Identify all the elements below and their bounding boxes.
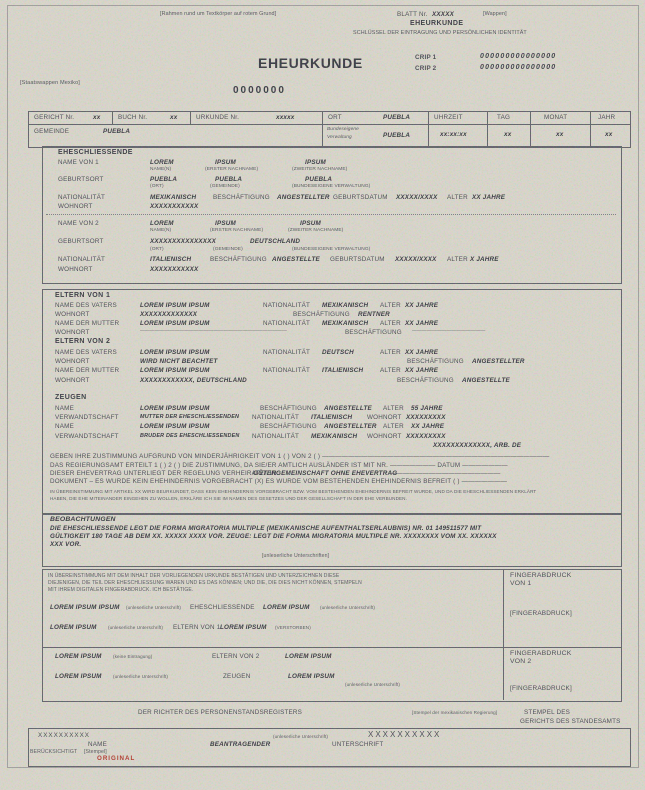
coat-of-arms-note: [Wappen]	[483, 11, 507, 17]
municipality-value: PUEBLA	[103, 128, 131, 135]
record-value: xxxxx	[276, 114, 295, 121]
sig-row2-name2: LOREM IPSUM	[220, 624, 267, 631]
spouse2-verwaltung-sub: (BUNDESEIGENE VERWALTUNG)	[292, 247, 371, 252]
fingerprint2-title-line2: VON 2	[510, 658, 532, 665]
father2-occ: ANGESTELLTER	[472, 358, 525, 365]
spouse1-surname1-sub: (ERSTER NACHNAME)	[205, 167, 259, 172]
mother1-residence-fill: ——————————————————————————————	[140, 329, 287, 334]
table-col-line	[190, 111, 191, 124]
father2-age: XX JAHRE	[405, 349, 439, 356]
spouse1-birthdate-label: GEBURTSDATUM	[333, 194, 388, 201]
spouse2-nationality-label: NATIONALITÄT	[58, 256, 106, 263]
doc-type-small: EHEURKUNDE	[410, 20, 464, 27]
spouse1-given-name: LOREM	[150, 159, 174, 166]
spouse1-given-sub: NAME(N)	[150, 167, 172, 172]
witness2-occ: ANGESTELLTER	[324, 423, 377, 430]
footer-checked-label: BERÜCKSICHTIGT	[30, 749, 78, 755]
spouse2-nationality: ITALIENISCH	[150, 256, 192, 263]
spouse2-given-name: LOREM	[150, 220, 174, 227]
witness2-occ-label: BESCHÄFTIGUNG	[260, 423, 317, 430]
spouse2-birthdate-label: GEBURTSDATUM	[330, 256, 385, 263]
witness1-rel-label: VERWANDTSCHAFT	[55, 414, 119, 421]
spouse1-ort-sub: (ORT)	[150, 184, 164, 189]
observations-title: BEOBACHTUNGEN	[50, 516, 116, 523]
folio-number: 0000000	[233, 85, 286, 96]
translator-frame-note: [Rahmen rund um Textkörper auf rotem Grund]	[160, 11, 277, 17]
witness1-nat-label: NATIONALITÄT	[252, 414, 300, 421]
father1-age-label: ALTER	[380, 302, 401, 309]
witness2-res: XXXXXXXXX	[406, 433, 446, 440]
spouse2-given-sub: NAME(N)	[150, 228, 172, 233]
spouse2-residence: XXXXXXXXXXX	[150, 266, 199, 273]
sig-row3-name2: LOREM IPSUM	[285, 653, 332, 660]
spouse2-age-label: ALTER	[447, 256, 468, 263]
spouse2-birth-gemeinde: DEUTSCHLAND	[250, 238, 301, 245]
spouse1-surname2: IPSUM	[305, 159, 326, 166]
page-title: EHEURKUNDE	[258, 55, 363, 71]
signature-intro-1: IN ÜBEREINSTIMMUNG MIT DEM INHALT DER VORLIEGENDEN URKUNDE BESTÄTIGEN UND UNTERZEICHNEN DIESE	[48, 573, 340, 579]
mother2-age-label: ALTER	[380, 367, 401, 374]
table-col-line	[487, 111, 488, 146]
year-label: JAHR	[598, 114, 616, 121]
spouse1-age: XX JAHRE	[472, 194, 506, 201]
parents2-title: ELTERN VON 2	[55, 338, 111, 345]
mother1-occ-label: BESCHÄFTIGUNG	[345, 329, 402, 336]
mother2-label: NAME DER MUTTER	[55, 367, 120, 374]
father1-nat: MEXIKANISCH	[322, 302, 369, 309]
sig-row3-note: (keine Eintragung)	[113, 654, 153, 659]
day-label: TAG	[497, 114, 511, 121]
spouse2-surname2-sub: (ZWEITER NACHNAME)	[288, 228, 344, 233]
consent-line-4: DOKUMENT – ES WURDE KEIN EHEHINDERNIS VORGEBRACHT (X) ES WURDE VOM BESTEHENDEN EHEHINDERNIS BEFREIT ( ) ———————	[50, 478, 508, 485]
fingerprint1-placeholder: [FINGERABDRUCK]	[510, 610, 572, 617]
consent-line-1: GEBEN IHRE ZUSTIMMUNG AUFGRUND VON MINDERJÄHRIGKEIT VON 1 ( ) VON 2 ( ) ———————————————————————————————————	[50, 453, 550, 460]
fingerprint-column-divider	[503, 569, 504, 700]
witness2-res-continued: XXXXXXXXXXXXX, ARB. DE	[433, 442, 522, 449]
witness2-rel: BRUDER DES EHESCHLIESSENDEN	[140, 433, 240, 439]
sig-row1-name2: LOREM IPSUM	[263, 604, 310, 611]
father2-name: LOREM IPSUM IPSUM	[140, 349, 210, 356]
record-label: URKUNDE Nr.	[196, 114, 240, 121]
registry-key-subtitle: SCHLÜSSEL DER EINTRAGUNG UND PERSÖNLICHEN IDENTITÄT	[353, 30, 527, 36]
table-row-divider	[28, 124, 630, 125]
father1-occ: RENTNER	[358, 311, 390, 318]
month-value: xx	[556, 131, 564, 138]
fingerprint2-placeholder: [FINGERABDRUCK]	[510, 685, 572, 692]
federal-admin-label-1: Bundeseigene	[327, 127, 359, 132]
witness1-res-label: WOHNORT	[367, 414, 402, 421]
registry-stamp-line1: STEMPEL DES	[524, 709, 571, 716]
father1-name: LOREM IPSUM IPSUM	[140, 302, 210, 309]
spouse1-nationality-label: NATIONALITÄT	[58, 194, 106, 201]
sig-row1-role: EHESCHLIESSENDE	[190, 604, 255, 611]
mother1-residence-label: WOHNORT	[55, 329, 90, 336]
signature-intro-2: DIEJENIGEN, DIE TEIL DER EHESCHLIESSUNG WAREN UND ES DAS KÖNNEN; UND DIE, DIE DIES NICHT KÖNNEN, STEMPELN	[48, 580, 362, 586]
father2-nat-label: NATIONALITÄT	[263, 349, 311, 356]
federal-admin-label-2: Verwaltung	[327, 135, 352, 140]
registry-stamp-line2: GERICHTS DES STANDESAMTS	[520, 718, 621, 725]
crip2-label: CRIP 2	[415, 65, 437, 72]
sig-row4-name2: LOREM IPSUM	[288, 673, 335, 680]
spouse1-birthplace-label: GEBURTSORT	[58, 176, 104, 183]
spouse2-residence-label: WOHNORT	[58, 266, 93, 273]
mother2-residence-label: WOHNORT	[55, 377, 90, 384]
table-col-line	[428, 111, 429, 146]
sig-row3-name: LOREM IPSUM	[55, 653, 102, 660]
sig-row1-note: (unleserliche Unterschrift)	[126, 605, 182, 610]
witness1-name: LOREM IPSUM IPSUM	[140, 405, 210, 412]
mother1-nat: MEXIKANISCH	[322, 320, 369, 327]
father2-label: NAME DES VATERS	[55, 349, 117, 356]
table-col-line	[322, 111, 323, 146]
spouse1-birth-ort: PUEBLA	[150, 176, 178, 183]
state-coat-of-arms-note: [Staatswappen Mexiko]	[20, 80, 80, 86]
mother2-occ: ANGESTELLTE	[462, 377, 510, 384]
spouse1-birthdate: XXXXX/XXXX	[396, 194, 438, 201]
footer-checked-note: [Stempel]	[84, 749, 107, 755]
parents1-title: ELTERN VON 1	[55, 292, 111, 299]
month-label: MONAT	[544, 114, 568, 121]
book-value: xx	[170, 114, 178, 121]
witness1-age-label: ALTER	[383, 405, 404, 412]
crip1-label: CRIP 1	[415, 54, 437, 61]
spouse1-nationality: MEXIKANISCH	[150, 194, 197, 201]
government-stamp-note: [Stempel der mexikanischen Regierung]	[412, 710, 498, 715]
consent-fineprint-1: IN ÜBEREINSTIMMUNG MIT ARTIKEL XX WIRD BEURKUNDET, DASS KEIN EHEHINDERNIS VORGEBRACHT BZW. VOM BESTEHENDEN EHEHINDERNIS BEFREIT WURDE, UND DA DIE EHESCHLIESSENDEN ERKLÄRT	[50, 489, 537, 494]
spouse2-gemeinde-sub: (GEMEINDE)	[213, 247, 243, 252]
federal-admin-value: PUEBLA	[383, 132, 411, 139]
witness2-nat-label: NATIONALITÄT	[252, 433, 300, 440]
witness2-rel-label: VERWANDTSCHAFT	[55, 433, 119, 440]
spouse1-verwaltung-sub: (BUNDESEIGENE VERWALTUNG)	[292, 184, 371, 189]
court-label: GERICHT Nr.	[34, 114, 75, 121]
time-value: xx:xx:xx	[440, 131, 467, 138]
spouse1-occupation-label: BESCHÄFTIGUNG	[213, 194, 270, 201]
spouse2-birthplace-label: GEBURTSORT	[58, 238, 104, 245]
crip2-value: 000000000000000	[480, 64, 557, 71]
father1-nat-label: NATIONALITÄT	[263, 302, 311, 309]
observations-text-2: GÜLTIGKEIT 180 TAGE AB DEM XX. XXXXX XXXX VOR. ZEUGE: LEGT DIE FORMA MIGRATORIA MULTIPLE NR. XXXXXXXX VOM XX. XXXXXX	[50, 533, 497, 540]
mother1-occ-fill: ———————————————	[412, 329, 486, 334]
book-label: BUCH Nr.	[118, 114, 148, 121]
observations-text-1: DIE EHESCHLIESSENDE LEGT DIE FORMA MIGRATORIA MULTIPLE (MEXIKANISCHE AUFENTHALTSERLAUBNIS) NR. 01 149511577 MIT	[50, 525, 482, 532]
footer-applicant-label: BEANTRAGENDER	[210, 741, 271, 748]
spouse1-birth-gemeinde: PUEBLA	[215, 176, 243, 183]
fingerprint2-title-line1: FINGERABDRUCK	[510, 650, 572, 657]
footer-signature-note: (unleserliche Unterschrift)	[273, 734, 329, 739]
mother1-age: XX JAHRE	[405, 320, 439, 327]
spouse2-surname2: IPSUM	[300, 220, 321, 227]
table-col-line	[590, 111, 591, 146]
spouse1-birth-verwaltung: PUEBLA	[305, 176, 333, 183]
table-col-line	[112, 111, 113, 124]
father2-residence: WIRD NICHT BEACHTET	[140, 358, 218, 365]
mother2-nat-label: NATIONALITÄT	[263, 367, 311, 374]
father1-residence: XXXXXXXXXXXXX	[140, 311, 198, 318]
witness1-occ-label: BESCHÄFTIGUNG	[260, 405, 317, 412]
consent-fineprint-2: HABEN, DIE EHE MITEINANDER EINGEHEN ZU WOLLEN, ERKLÄRE ICH SIE IM NAMEN DES GESETZES UND DER GESELLSCHAFT IN DER EHE VERBUNDEN.	[50, 496, 407, 501]
witness1-rel: MUTTER DER EHESCHLIESSENDEN	[140, 414, 240, 420]
witness2-age-label: ALTER	[383, 423, 404, 430]
observations-box-border	[42, 514, 622, 567]
footer-name-value: XXXXXXXXXX	[38, 732, 90, 739]
footer-signature-label: UNTERSCHRIFT	[332, 741, 384, 748]
footer-name-label: NAME	[88, 741, 107, 748]
sig-row1-note2: (unleserliche Unterschrift)	[320, 605, 376, 610]
witness2-name: LOREM IPSUM IPSUM	[140, 423, 210, 430]
original-stamp: ORIGINAL	[97, 755, 136, 762]
court-value: xx	[93, 114, 101, 121]
father1-residence-label: WOHNORT	[55, 311, 90, 318]
mother2-nat: ITALIENISCH	[322, 367, 364, 374]
spouse2-surname1: IPSUM	[215, 220, 236, 227]
observations-text-3: XXX VOR.	[50, 541, 82, 548]
sig-row4-note: (unleserliche Unterschrift)	[113, 674, 169, 679]
father2-age-label: ALTER	[380, 349, 401, 356]
witness1-age: 55 JAHRE	[411, 405, 443, 412]
witness1-occ: ANGESTELLTE	[324, 405, 372, 412]
sig-row2-note: (unleserliche Unterschrift)	[108, 625, 164, 630]
crip1-value: 000000000000000	[480, 53, 557, 60]
spouse1-residence: XXXXXXXXXXX	[150, 203, 199, 210]
signature-intro-3: MIT IHREM DIGITALEN FINGERABDRUCK. ICH BESTÄTIGE.	[48, 587, 194, 593]
father1-occ-label: BESCHÄFTIGUNG	[293, 311, 350, 318]
sig-row4-note2: (unleserliche Unterschrift)	[345, 682, 401, 687]
mother2-occ-label: BESCHÄFTIGUNG	[397, 377, 454, 384]
sig-row2-role: ELTERN VON 1	[173, 624, 221, 631]
consent-line-3-fill: —————————————————	[390, 470, 501, 477]
mother2-residence: XXXXXXXXXXXX, DEUTSCHLAND	[140, 377, 247, 384]
mother1-label: NAME DER MUTTER	[55, 320, 120, 327]
table-col-line	[530, 111, 531, 146]
spouse2-surname1-sub: (ERSTER NACHNAME)	[210, 228, 264, 233]
day-value: xx	[504, 131, 512, 138]
witness2-nat: MEXIKANISCH	[311, 433, 358, 440]
registrar-judge-label: DER RICHTER DES PERSONENSTANDSREGISTERS	[138, 709, 303, 716]
witness1-res: XXXXXXXXX	[406, 414, 446, 421]
sig-row2-name: LOREM IPSUM	[50, 624, 97, 631]
consent-line-3-value: GÜTERGEMEINSCHAFT OHNE EHEVERTRAG	[253, 470, 398, 477]
father2-residence-label: WOHNORT	[55, 358, 90, 365]
spouse2-birth-ort: XXXXXXXXXXXXXXX	[150, 238, 216, 245]
witness2-age: XX JAHRE	[411, 423, 445, 430]
witness2-res-label: WOHNORT	[367, 433, 402, 440]
spouse1-gemeinde-sub: (GEMEINDE)	[210, 184, 240, 189]
fingerprint1-title-line1: FINGERABDRUCK	[510, 572, 572, 579]
father1-age: XX JAHRE	[405, 302, 439, 309]
sheet-number-value: XXXXX	[432, 11, 454, 18]
consent-line-3-prefix: DIESER EHEVERTRAG UNTERLIEGT DER REGELUNG VERHEIRATET IN:	[50, 470, 279, 477]
mother1-nat-label: NATIONALITÄT	[263, 320, 311, 327]
footer-signature-value: XXXXXXXXXX	[368, 730, 442, 739]
father1-label: NAME DES VATERS	[55, 302, 117, 309]
illegible-signatures-note: [unleserliche Unterschriften]	[262, 553, 330, 559]
place-label: ORT	[328, 114, 342, 121]
spouse1-surname1: IPSUM	[215, 159, 236, 166]
consent-line-2: DAS REGIERUNGSAMT ERTEILT 1 ( ) 2 ( ) DIE ZUSTIMMUNG, DA SIE/ER AMTLICH AUSLÄNDER IST MIT NR. ——————— DATUM ———————	[50, 462, 508, 469]
sig-row2-note2: (VERSTORBEN)	[275, 625, 311, 630]
spouse-divider-dotted	[46, 214, 616, 215]
spouse1-occupation: ANGESTELLTER	[277, 194, 330, 201]
mother1-age-label: ALTER	[380, 320, 401, 327]
spouse2-age: X JAHRE	[470, 256, 499, 263]
spouse2-name-label: NAME VON 2	[58, 220, 99, 227]
year-value: xx	[605, 131, 613, 138]
sig-row4-name: LOREM IPSUM	[55, 673, 102, 680]
spouse1-surname2-sub: (ZWEITER NACHNAME)	[292, 167, 348, 172]
sig-row3-role: ELTERN VON 2	[212, 653, 260, 660]
father2-occ-label: BESCHÄFTIGUNG	[407, 358, 464, 365]
father2-nat: DEUTSCH	[322, 349, 354, 356]
spouse1-name-label: NAME VON 1	[58, 159, 99, 166]
spouse2-birthdate: XXXXX/XXXX	[395, 256, 437, 263]
spouse1-residence-label: WOHNORT	[58, 203, 93, 210]
mother1-name: LOREM IPSUM IPSUM	[140, 320, 210, 327]
sig-row4-role: ZEUGEN	[223, 673, 251, 680]
signature-block-divider	[42, 647, 621, 648]
sheet-number-label: BLATT Nr.	[397, 11, 428, 18]
spouses-title: EHESCHLIESSENDE	[58, 149, 133, 156]
witness1-name-label: NAME	[55, 405, 74, 412]
municipality-label: GEMEINDE	[34, 128, 70, 135]
witnesses-title: ZEUGEN	[55, 394, 87, 401]
fingerprint1-title-line2: VON 1	[510, 580, 532, 587]
sig-row1-name: LOREM IPSUM IPSUM	[50, 604, 120, 611]
spouse2-ort-sub: (ORT)	[150, 247, 164, 252]
mother2-name: LOREM IPSUM IPSUM	[140, 367, 210, 374]
spouse2-occupation-label: BESCHÄFTIGUNG	[210, 256, 267, 263]
witness2-name-label: NAME	[55, 423, 74, 430]
place-value: PUEBLA	[383, 114, 411, 121]
mother2-age: XX JAHRE	[405, 367, 439, 374]
witness1-nat: ITALIENISCH	[311, 414, 353, 421]
time-label: UHRZEIT	[434, 114, 463, 121]
spouse1-age-label: ALTER	[447, 194, 468, 201]
spouse2-occupation: ANGESTELLTE	[272, 256, 320, 263]
